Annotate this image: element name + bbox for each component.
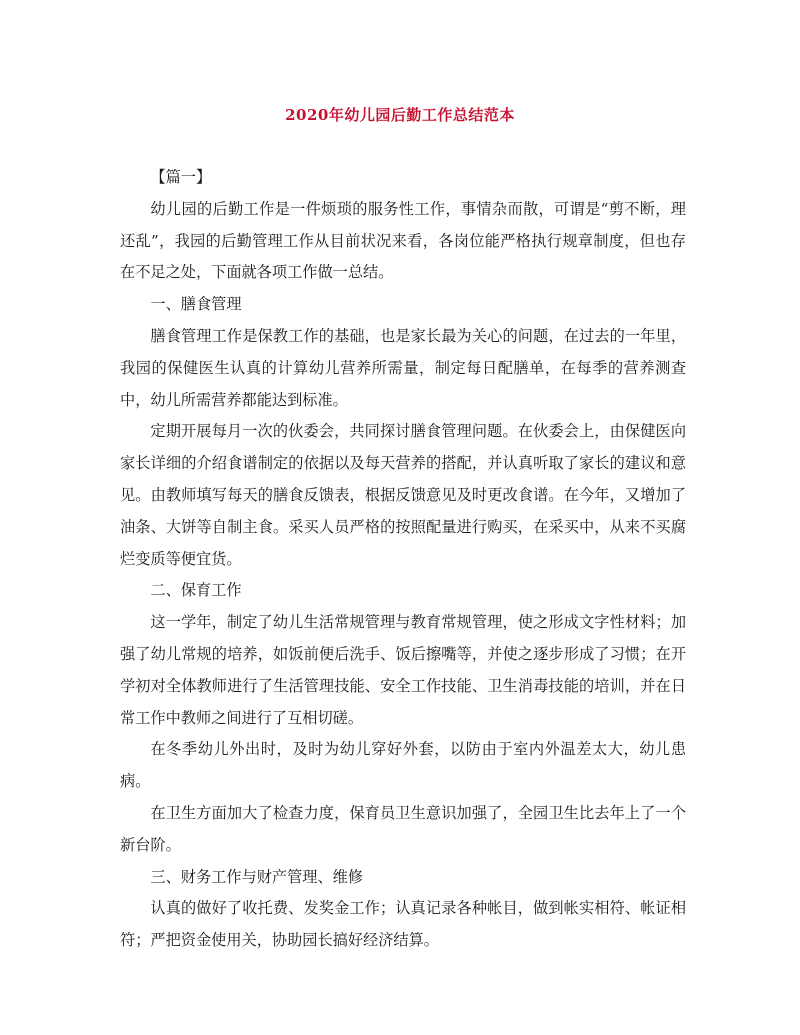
paragraph: 膳食管理工作是保教工作的基础，也是家长最为关心的问题，在过去的一年里，我园的保健医生认真的计算幼儿营养所需量，制定每日配膳单，在每季的营养测查中，幼儿所需营养都能达到标准。 bbox=[120, 326, 686, 409]
paragraph: 认真的做好了收托费、发奖金工作；认真记录各种帐目，做到帐实相符、帐证相符；严把资金使用关，协助园长搞好经济结算。 bbox=[120, 899, 686, 950]
paragraph: 幼儿园的后勤工作是一件烦琐的服务性工作，事情杂而散，可谓是“剪不断，理还乱”，我园的后勤管理工作从目前状况来看，各岗位能严格执行规章制度，但也存在不足之处，下面就各项工作做一总结。 bbox=[120, 199, 686, 282]
paragraph: 定期开展每月一次的伙委会，共同探讨膳食管理问题。在伙委会上，由保健医向家长详细的介绍食谱制定的依据以及每天营养的搭配，并认真听取了家长的建议和意见。由教师填写每天的膳食反馈表，根据反馈意见及时更改食谱。在今年，又增加了油条、大饼等自制主食。采买人员严格的按照配量进行购买，在采买中，从来不买腐烂变质等便宜货。 bbox=[120, 422, 686, 568]
paragraph: 这一学年，制定了幼儿生活常规管理与教育常规管理，使之形成文字性材料；加强了幼儿常规的培养，如饭前便后洗手、饭后擦嘴等，并使之逐步形成了习惯；在开学初对全体教师进行了生活管理技能、安全工作技能、卫生消毒技能的培训，并在日常工作中教师之间进行了互相切磋。 bbox=[120, 613, 686, 727]
document-body bbox=[120, 162, 686, 957]
part-heading: 【篇一】 bbox=[150, 168, 212, 186]
paragraph: 在冬季幼儿外出时，及时为幼儿穿好外套，以防由于室内外温差太大，幼儿患病。 bbox=[120, 740, 686, 791]
section-heading: 三、财务工作与财产管理、维修 bbox=[150, 867, 364, 886]
paragraph: 在卫生方面加大了检查力度，保育员卫生意识加强了，全园卫生比去年上了一个新台阶。 bbox=[120, 803, 686, 854]
document-title: 2020年幼儿园后勤工作总结范本 bbox=[285, 106, 515, 124]
section-heading: 二、保育工作 bbox=[150, 581, 242, 600]
section-heading: 一、膳食管理 bbox=[150, 295, 242, 314]
